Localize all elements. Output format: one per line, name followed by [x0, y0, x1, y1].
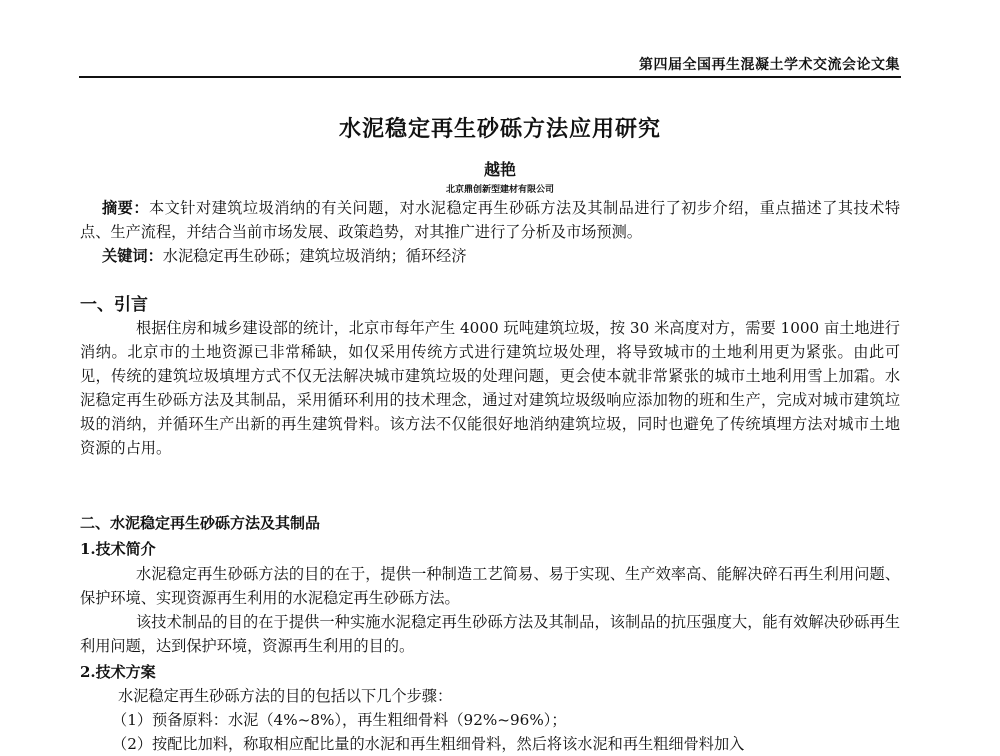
section1-paragraph: 根据住房和城乡建设部的统计，北京市每年产生 4000 玩吨建筑垃圾，按 30 米高度对方，需要 1000 亩土地进行消纳。北京市的土地资源已非常稀缺，如仅采用传统方式进行建筑垃圾处理，将导致城市的土地利用更为紧张。由此可见，传统的建筑垃圾填埋方式不仅无法解决城市建筑垃圾的处理问题，更会使本就非常紧张的城市土地利用雪上加霜。水泥稳定再生砂砾方法及其制品，采用循环利用的技术理念，通过对建筑垃圾级响应添加物的班和生产，完成对城市建筑垃圾的消纳，并循环生产出新的再生建筑骨料。该方法不仅能很好地消纳建筑垃圾，同时也避免了传统填埋方法对城市土地资源的占用。 [80, 319, 900, 457]
subsection1-para1: 水泥稳定再生砂砾方法的目的在于，提供一种制造工艺简易、易于实现、生产效率高、能解决碎石再生利用问题、保护环境、实现资源再生利用的水泥稳定再生砂砾方法。 [80, 565, 900, 607]
abstract-label: 摘要： [102, 199, 149, 217]
section2-heading: 二、水泥稳定再生砂砾方法及其制品 [80, 514, 321, 532]
subsection2-intro: 水泥稳定再生砂砾方法的目的包括以下几个步骤： [118, 687, 453, 705]
keywords-text: 水泥稳定再生砂砾；建筑垃圾消纳；循环经济 [162, 247, 467, 265]
section1-heading: 一、引言 [80, 295, 148, 315]
abstract-text: 本文针对建筑垃圾消纳的有关问题，对水泥稳定再生砂砾方法及其制品进行了初步介绍，重点描述了其技术特点、生产流程，并结合当前市场发展、政策趋势，对其推广进行了分析及市场预测。 [80, 199, 900, 241]
running-header: 第四届全国再生混凝土学术交流会论文集 [639, 57, 900, 73]
subsection1-para2: 该技术制品的目的在于提供一种实施水泥稳定再生砂砾方法及其制品，该制品的抗压强度大，能有效解决砂砾再生利用问题，达到保护环境，资源再生利用的目的。 [80, 613, 900, 655]
author-name: 越艳 [483, 160, 516, 179]
subsection2-heading: 2.技术方案 [80, 663, 156, 681]
paper-title: 水泥稳定再生砂砾方法应用研究 [338, 117, 661, 142]
subsection1-heading: 1.技术简介 [80, 540, 156, 558]
step-1: （1）预备原料：水泥（4%~8%），再生粗细骨料（92%~96%）； [112, 711, 567, 729]
step-2: （2）按配比加料，称取相应配比量的水泥和再生粗细骨料，然后将该水泥和再生粗细骨料加入 [112, 735, 745, 753]
keywords-label: 关键词： [102, 247, 163, 265]
keywords [80, 244, 900, 268]
affiliation: 北京鼎创新型建材有限公司 [445, 185, 554, 195]
abstract [80, 196, 900, 244]
header-rule [79, 76, 901, 78]
